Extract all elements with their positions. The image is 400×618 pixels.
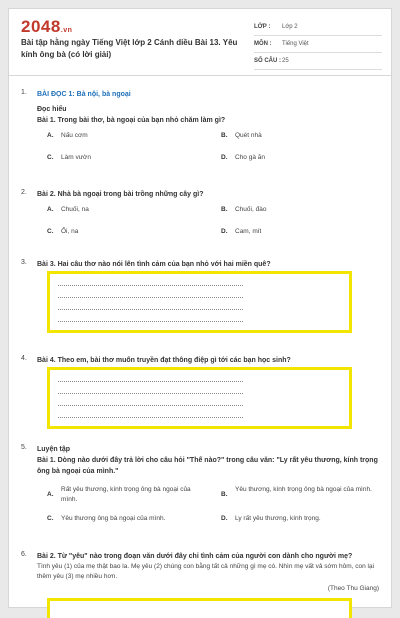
option-text: Chuối, na [61, 206, 89, 213]
options [37, 132, 379, 172]
question-text: Bài 1. Dòng nào dưới đây trả lời cho câu hỏi "Thế nào?" trong câu văn: "Ly rất yêu thương, kính trọng ông bà ngoại của mình." [37, 457, 378, 475]
logo-text: 2048 [21, 17, 61, 36]
meta-row-count [254, 53, 382, 70]
question-body [37, 259, 379, 270]
subsection-title: Đọc hiểu [37, 106, 67, 113]
answer-line [58, 320, 243, 322]
meta-row-grade [254, 19, 382, 36]
meta-key: SỐ CÂU : [254, 58, 281, 64]
question-body [37, 89, 379, 172]
question-number: 6. [21, 551, 27, 558]
option-letter: A. [47, 491, 54, 498]
question-number: 3. [21, 259, 27, 266]
meta-key: MÔN : [254, 41, 272, 47]
question-text: Bài 2. Từ "yêu" nào trong đoạn văn dưới đây chỉ tình cảm của người con dành cho người mẹ? [37, 553, 353, 560]
option-c[interactable] [47, 515, 165, 522]
options [37, 206, 379, 246]
question-text: Bài 1. Trong bài thơ, bà ngoại của bạn nhỏ chăm làm gì? [37, 117, 226, 124]
answer-line [58, 392, 243, 394]
section-title: BÀI ĐỌC 1: Bà nội, bà ngoại [37, 91, 131, 98]
question-number: 4. [21, 355, 27, 362]
option-letter: C. [47, 515, 54, 522]
option-d[interactable] [221, 154, 265, 161]
worksheet-title: Bài tập hằng ngày Tiếng Việt lớp 2 Cánh diều Bài 13. Yêu kính ông bà (có lời giải) [21, 38, 238, 59]
option-text: Ổi, na [61, 228, 79, 235]
question-number: 1. [21, 89, 27, 96]
answer-box-4[interactable] [47, 367, 352, 429]
answer-line [58, 284, 243, 286]
option-d[interactable] [221, 228, 261, 235]
option-c[interactable] [47, 228, 78, 235]
option-text: Cam, mít [235, 228, 262, 235]
answer-line [58, 416, 243, 418]
option-text: Ly rất yêu thương, kính trọng. [235, 515, 321, 522]
option-letter: C. [47, 228, 54, 235]
option-text: Chuối, đào [235, 206, 267, 213]
question-number: 2. [21, 189, 27, 196]
option-text: Yêu thương ông bà ngoại của mình. [61, 515, 166, 522]
question-body [37, 551, 379, 594]
meta-value: Tiếng Việt [282, 41, 309, 47]
passage-source: (Theo Thu Giang) [327, 585, 379, 592]
section-title: Luyện tập [37, 446, 71, 453]
option-letter: B. [221, 206, 228, 213]
logo-suffix: .vn [60, 27, 73, 34]
option-letter: C. [47, 154, 54, 161]
worksheet-header [9, 9, 391, 71]
option-text: Cho gà ăn [235, 154, 265, 161]
question-text: Bài 2. Nhà bà ngoại trong bài trồng những cây gì? [37, 191, 204, 198]
question-body [37, 189, 379, 246]
option-d[interactable] [221, 515, 321, 522]
answer-box-3[interactable] [47, 271, 352, 333]
question-number: 5. [21, 444, 27, 451]
header-divider [9, 75, 391, 76]
option-text: Yêu thương, kính trọng ông bà ngoại của mình. [235, 486, 372, 493]
option-letter: A. [47, 206, 54, 213]
meta-table [254, 19, 382, 70]
meta-row-subject [254, 36, 382, 53]
meta-key: LỚP : [254, 24, 271, 30]
answer-box-6[interactable] [47, 598, 352, 618]
question-body [37, 355, 379, 366]
option-letter: D. [221, 228, 228, 235]
answer-line [58, 404, 243, 406]
option-a[interactable] [47, 132, 88, 139]
meta-value: Lớp 2 [282, 24, 298, 30]
option-a[interactable] [47, 206, 89, 213]
option-letter: B. [221, 132, 228, 139]
option-b[interactable] [221, 206, 266, 213]
option-c[interactable] [47, 154, 91, 161]
worksheet-page [8, 8, 392, 608]
option-letter: A. [47, 132, 54, 139]
option-text: Nấu cơm [61, 132, 88, 139]
question-text: Bài 4. Theo em, bài thơ muốn truyền đạt thông điệp gì tới các bạn học sinh? [37, 357, 291, 364]
meta-value: 25 [282, 58, 289, 64]
option-text: Làm vườn [61, 154, 91, 161]
answer-line [58, 296, 243, 298]
option-b[interactable] [221, 485, 381, 500]
question-text: Bài 3. Hai câu thơ nào nói lên tình cảm của bạn nhỏ với hai miền quê? [37, 261, 271, 268]
option-text: Rất yêu thương, kính trọng ông bà ngoại của mình. [61, 486, 191, 503]
option-letter: B. [221, 491, 228, 498]
option-a[interactable] [47, 485, 207, 505]
option-letter: D. [221, 515, 228, 522]
answer-line [58, 308, 243, 310]
options [37, 485, 379, 531]
passage-text: Tình yêu (1) của mẹ thật bao la. Mẹ yêu (2) chúng con bằng tất cả những gì mẹ có. Nhìn mẹ vất vả sớm hôm, con lại thêm yêu (3) mẹ nhiều hơn. [37, 563, 375, 580]
answer-line [58, 380, 243, 382]
option-text: Quét nhà [235, 132, 262, 139]
option-letter: D. [221, 154, 228, 161]
option-b[interactable] [221, 132, 262, 139]
site-logo[interactable] [21, 17, 72, 37]
question-body [37, 444, 379, 531]
